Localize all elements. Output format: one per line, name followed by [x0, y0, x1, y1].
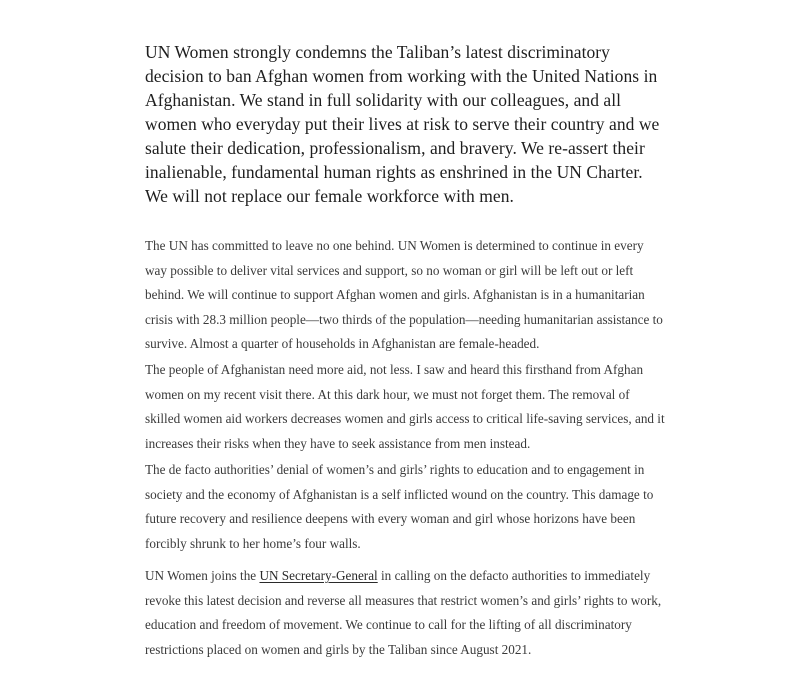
- body-paragraph-more-aid: The people of Afghanistan need more aid, not less. I saw and heard this firsthand from Afghan women on my recent visit there. At this dark hour, we must not forget them. The removal of skilled women aid workers decreases women and girls access to critical life-saving services, and it increases their risks when they have to seek assistance from men instead.: [145, 362, 665, 451]
- un-secretary-general-link[interactable]: UN Secretary-General: [259, 568, 378, 583]
- body-paragraph-humanitarian-crisis: The UN has committed to leave no one behind. UN Women is determined to continue in every way possible to deliver vital services and support, so no woman or girl will be left out or left behind. We will continue to support Afghan women and girls. Afghanistan is in a humanitarian crisis with 28.3 million people—two thirds of the population—needing humanitarian assistance to survive. Almost a quarter of households in Afghanistan are female-headed.: [145, 238, 663, 351]
- call-intro-text: UN Women joins the: [145, 568, 260, 583]
- lead-paragraph: UN Women strongly condemns the Taliban’s latest discriminatory decision to ban Afghan women from working with the United Nations in Afghanistan. We stand in full solidarity with our colleagues, and all women who everyday put their lives at risk to serve their country and we salute their dedication, professionalism, and bravery. We re-assert their inalienable, fundamental human rights as enshrined in the UN Charter. We will not replace our female workforce with men.: [145, 42, 660, 206]
- body-paragraph-rights-denial: The de facto authorities’ denial of women’s and girls’ rights to education and to engagement in society and the economy of Afghanistan is a self inflicted wound on the country. This damage to future recovery and resilience deepens with every woman and girl whose horizons have been forcibly shrunk to her home’s four walls.: [145, 462, 654, 551]
- call-body-text: in calling on the defacto authorities to immediately revoke this latest decision and reverse all measures that restrict women’s and girls’ rights to work, education and freedom of movement. We continue to call for the lifting of all discriminatory restrictions placed on women and girls by the Taliban since August 2021.: [145, 568, 662, 657]
- body-paragraph-call-to-revoke: [145, 564, 665, 662]
